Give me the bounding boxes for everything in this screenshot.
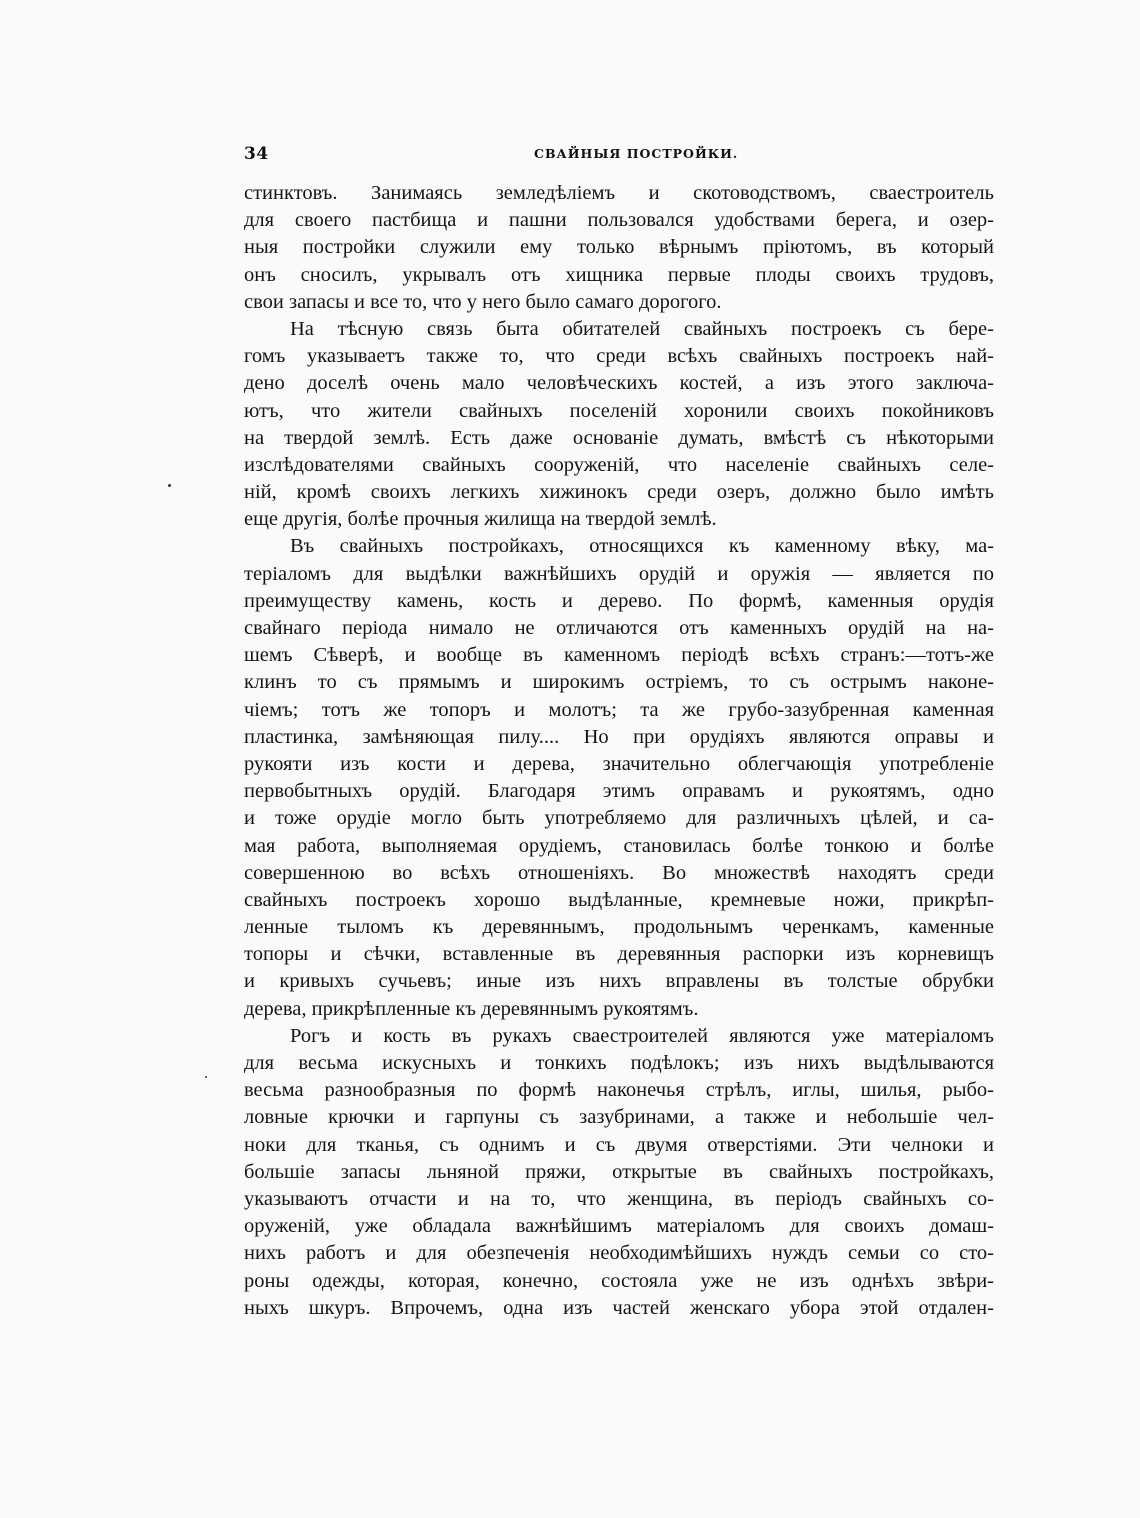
text-line: большіе запасы льняной пряжи, открытые въ свайныхъ постройкахъ, (244, 1160, 994, 1183)
text-line: свайныхъ построекъ хорошо выдѣланные, кремневые ножи, прикрѣп- (244, 888, 994, 911)
text-line: свайнаго періода нимало не отличаются отъ каменныхъ орудій на на- (244, 617, 994, 639)
body-text (244, 180, 994, 1322)
text-line: онъ сносилъ, укрывалъ отъ хищника первые плоды своихъ трудовъ, (244, 263, 994, 286)
text-line: для весьма искусныхъ и тонкихъ подѣлокъ; изъ нихъ выдѣлываются (244, 1052, 994, 1074)
paragraph (244, 180, 994, 316)
text-line: ловные крючки и гарпуны съ зазубринами, а также и небольшіе чел- (244, 1106, 994, 1129)
text-line: клинъ то съ прямымъ и широкимъ остріемъ, то съ острымъ наконе- (244, 671, 994, 694)
text-line: указываютъ отчасти и на то, что женщина, въ періодъ свайныхъ со- (244, 1187, 994, 1210)
text-line: стинктовъ. Занимаясь земледѣліемъ и скотоводствомъ, сваестроитель (244, 182, 994, 204)
paragraph (244, 533, 994, 1022)
text-line: мая работа, выполняемая орудіемъ, становилась болѣе тонкою и болѣе (244, 834, 994, 857)
text-line: весьма разнообразныя по формѣ наконечья стрѣлъ, иглы, шилья, рыбо- (244, 1079, 994, 1102)
text-line: ній, кромѣ своихъ легкихъ хижинокъ среди озеръ, должно было имѣть (244, 481, 994, 504)
text-line: теріаломъ для выдѣлки важнѣйшихъ орудій и оружія — является по (244, 562, 994, 585)
text-line: совершенною во всѣхъ отношеніяхъ. Во множествѣ находятъ среди (244, 861, 994, 884)
text-line: для своего пастбища и пашни пользовался удобствами берега, и озер- (244, 209, 994, 232)
text-line: рукояти изъ кости и дерева, значительно облегчающія употребленіе (244, 752, 994, 775)
print-speck (205, 1076, 207, 1078)
text-line: дерева, прикрѣпленные къ деревяннымъ рукоятямъ. (244, 997, 699, 1020)
text-line: ныхъ шкуръ. Впрочемъ, одна изъ частей женскаго убора этой отдален- (244, 1296, 994, 1319)
text-line: гомъ указываетъ также то, что среди всѣхъ свайныхъ построекъ най- (244, 345, 994, 368)
text-line: изслѣдователями свайныхъ сооруженій, что населеніе свайныхъ селе- (244, 453, 994, 476)
paragraph (244, 1023, 994, 1322)
text-line: преимуществу камень, кость и дерево. По формѣ, каменныя орудія (244, 589, 994, 612)
text-line: Въ свайныхъ постройкахъ, относящихся къ каменному вѣку, ма- (290, 535, 994, 558)
text-line: пластинка, замѣняющая пилу.... Но при орудіяхъ являются оправы и (244, 725, 994, 748)
text-line: роны одежды, которая, конечно, состояла уже не изъ однѣхъ звѣри- (244, 1269, 994, 1292)
text-line: и тоже орудіе могло быть употребляемо для различныхъ цѣлей, и са- (244, 807, 994, 830)
text-line: и кривыхъ сучьевъ; иные изъ нихъ вправлены въ толстые обрубки (244, 970, 994, 993)
text-line: Рогъ и кость въ рукахъ сваестроителей являются уже матеріаломъ (290, 1024, 994, 1047)
text-line: нихъ работъ и для обезпеченія необходимѣйшихъ нуждъ семьи со сто- (244, 1242, 994, 1265)
text-line: чіемъ; тотъ же топоръ и молотъ; та же грубо-зазубренная каменная (244, 698, 994, 721)
text-line: На тѣсную связь быта обитателей свайныхъ построекъ съ бере- (290, 317, 994, 340)
text-line: свои запасы и все то, что у него было самаго дорогого. (244, 290, 722, 313)
text-line: на твердой землѣ. Есть даже основаніе думать, вмѣстѣ съ нѣкоторыми (244, 426, 994, 449)
text-line: еще другія, болѣе прочныя жилища на твердой землѣ. (244, 508, 717, 531)
text-line: топоры и сѣчки, вставленные въ деревянныя распорки изъ корневищъ (244, 943, 994, 966)
text-line: дено доселѣ очень мало человѣческихъ костей, а изъ этого заключа- (244, 372, 994, 395)
text-line: оруженій, уже обладала важнѣйшимъ матеріаломъ для своихъ домаш- (244, 1215, 994, 1238)
page-number: 34 (244, 144, 269, 164)
page-header (244, 144, 994, 166)
text-line: шемъ Сѣверѣ, и вообще въ каменномъ періодѣ всѣхъ странъ:—тотъ-же (244, 644, 994, 667)
text-line: ленные тыломъ къ деревяннымъ, продольнымъ черенкамъ, каменные (244, 916, 994, 939)
print-speck (168, 484, 171, 487)
text-line: ныя постройки служили ему только вѣрнымъ пріютомъ, въ который (244, 236, 994, 259)
text-line: первобытныхъ орудій. Благодаря этимъ оправамъ и рукоятямъ, одно (244, 780, 994, 803)
paragraph (244, 316, 994, 534)
running-title: СВАЙНЫЯ ПОСТРОЙКИ. (534, 146, 739, 161)
text-line: ютъ, что жители свайныхъ поселеній хоронили своихъ покойниковъ (244, 399, 994, 422)
text-line: ноки для тканья, съ однимъ и съ двумя отверстіями. Эти челноки и (244, 1133, 994, 1156)
